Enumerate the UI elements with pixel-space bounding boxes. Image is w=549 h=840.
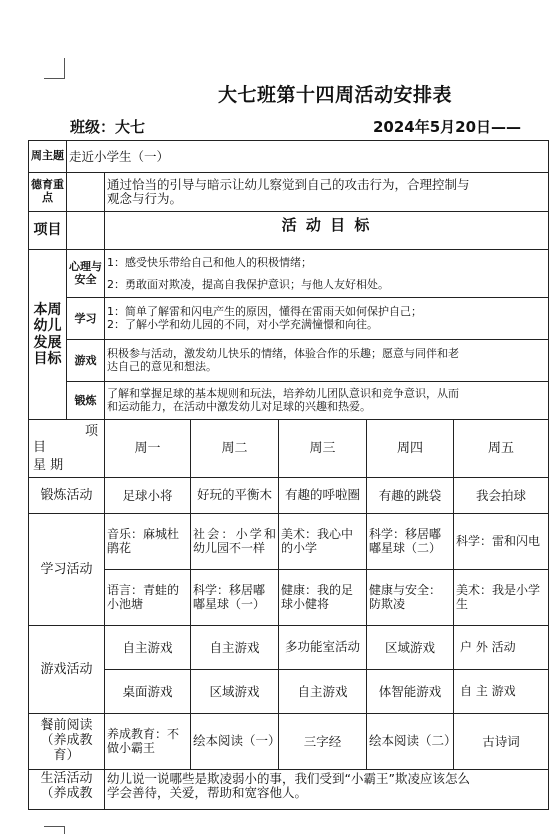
games-mon-1: 自主游戏 bbox=[105, 626, 191, 670]
goal-text-game bbox=[105, 340, 549, 382]
learning-thu-1: 科学：移居嘟嘟星球（二） bbox=[367, 514, 454, 570]
reading-mon: 养成教育：不做小霸王 bbox=[105, 714, 191, 770]
exercise-mon: 足球小将 bbox=[105, 478, 191, 514]
learning-wed-2: 健康：我的足球小健将 bbox=[279, 570, 367, 626]
reading-wed: 三字经 bbox=[279, 714, 367, 770]
schedule-sheet bbox=[28, 140, 548, 840]
crop-mark-bottom-left bbox=[44, 826, 65, 834]
exercise-tue: 好玩的平衡木 bbox=[191, 478, 279, 514]
moral-label: 德育重点 bbox=[29, 173, 67, 212]
goal-text-mental bbox=[105, 250, 549, 298]
games-thu-1: 区域游戏 bbox=[367, 626, 454, 670]
day-mon: 周一 bbox=[105, 420, 191, 478]
goal-text-exercise bbox=[105, 382, 549, 420]
learning-wed-1: 美术：我心中的小学 bbox=[279, 514, 367, 570]
document-title: 大七班第十四周活动安排表 bbox=[218, 84, 453, 106]
goal-row-mental bbox=[29, 250, 549, 298]
diag-label-item: 项 bbox=[84, 424, 98, 439]
moral-blank bbox=[67, 173, 105, 212]
reading-row bbox=[29, 714, 549, 770]
goal-area-game: 游戏 bbox=[67, 340, 105, 382]
goal-row-game bbox=[29, 340, 549, 382]
goal-mental-line-1: 1：感受快乐带给自己和他人的积极情绪； bbox=[107, 256, 312, 270]
class-label: 班级：大七 bbox=[70, 118, 146, 136]
day-wed: 周三 bbox=[279, 420, 367, 478]
day-header-row bbox=[29, 420, 549, 478]
learning-fri-2: 美术：我是小学生 bbox=[454, 570, 549, 626]
diag-label-mu: 目 bbox=[33, 440, 47, 455]
goal-study-line-2: 2：了解小学和幼儿园的不同，对小学充满憧憬和向往。 bbox=[107, 317, 378, 331]
learning-fri-1: 科学：雷和闪电 bbox=[454, 514, 549, 570]
life-row bbox=[29, 770, 549, 810]
learning-label: 学习活动 bbox=[29, 514, 105, 626]
goal-row-exercise bbox=[29, 382, 549, 420]
moral-line-1: 通过恰当的引导与暗示让幼儿察觉到自己的攻击行为，合理控制与 bbox=[107, 176, 470, 192]
games-tue-2: 区域游戏 bbox=[191, 670, 279, 714]
life-line-2: 学会善待，关爱，帮助和宽容他人。 bbox=[107, 785, 308, 801]
goal-study-line-1: 1：简单了解雷和闪电产生的原因，懂得在雷雨天如何保护自己； bbox=[107, 304, 422, 318]
games-label: 游戏活动 bbox=[29, 626, 105, 714]
schedule-table bbox=[28, 140, 549, 810]
learning-tue-1: 社会：小学和幼儿园不一样 bbox=[191, 514, 279, 570]
games-row-1 bbox=[29, 626, 549, 670]
learning-row-2 bbox=[29, 570, 549, 626]
reading-thu: 绘本阅读（二） bbox=[367, 714, 454, 770]
learning-mon-1: 音乐：麻城杜鹃花 bbox=[105, 514, 191, 570]
theme-row bbox=[29, 141, 549, 173]
life-line-1: 幼儿说一说哪些是欺凌弱小的事，我们受到“小霸王”欺凌应该怎么 bbox=[107, 771, 470, 786]
learning-row-1 bbox=[29, 514, 549, 570]
day-thu: 周四 bbox=[367, 420, 454, 478]
goal-area-exercise: 锻炼 bbox=[67, 382, 105, 420]
reading-label: 餐前阅读（养成教育） bbox=[29, 714, 105, 770]
exercise-fri: 我会拍球 bbox=[454, 478, 549, 514]
games-fri-2: 自 主 游戏 bbox=[454, 670, 549, 714]
moral-row bbox=[29, 173, 549, 212]
exercise-row bbox=[29, 478, 549, 514]
moral-text bbox=[105, 173, 549, 212]
goal-game-line-1: 积极参与活动，激发幼儿快乐的情绪，体验合作的乐趣；愿意与同伴和老 bbox=[107, 346, 459, 360]
project-blank bbox=[67, 212, 105, 250]
learning-thu-2: 健康与安全：防欺凌 bbox=[367, 570, 454, 626]
life-text bbox=[105, 770, 549, 810]
learning-tue-2: 科学：移居嘟嘟星球（一） bbox=[191, 570, 279, 626]
reading-fri: 古诗词 bbox=[454, 714, 549, 770]
theme-label: 周主题 bbox=[29, 141, 67, 173]
goals-heading: 活 动 目 标 bbox=[105, 212, 549, 250]
goal-game-line-2: 达自己的意见和想法。 bbox=[107, 359, 217, 373]
goal-exercise-line-1: 了解和掌握足球的基本规则和玩法，培养幼儿团队意识和竞争意识，从而 bbox=[107, 386, 459, 400]
goal-area-study: 学习 bbox=[67, 298, 105, 340]
learning-mon-2: 语言：青蛙的小池塘 bbox=[105, 570, 191, 626]
goal-exercise-line-2: 和运动能力，在活动中激发幼儿对足球的兴趣和热爱。 bbox=[107, 399, 371, 413]
moral-line-2: 观念与行为。 bbox=[107, 191, 183, 206]
reading-tue: 绘本阅读（一） bbox=[191, 714, 279, 770]
date-label: 2024年5月20日—— bbox=[373, 118, 522, 136]
games-mon-2: 桌面游戏 bbox=[105, 670, 191, 714]
project-label: 项目 bbox=[29, 212, 67, 250]
exercise-wed: 有趣的呼啦圈 bbox=[279, 478, 367, 514]
day-fri: 周五 bbox=[454, 420, 549, 478]
games-thu-2: 体智能游戏 bbox=[367, 670, 454, 714]
games-row-2 bbox=[29, 670, 549, 714]
theme-value: 走近小学生（一） bbox=[67, 141, 549, 173]
games-fri-1: 户 外 活动 bbox=[454, 626, 549, 670]
diagonal-header-cell bbox=[29, 420, 105, 478]
diag-label-weekday: 星 期 bbox=[33, 458, 64, 473]
goal-mental-line-2: 2：勇敢面对欺凌，提高自我保护意识；与他人友好相处。 bbox=[107, 277, 389, 291]
games-wed-1: 多功能室活动 bbox=[279, 626, 367, 670]
goal-area-mental: 心理与安全 bbox=[67, 250, 105, 298]
crop-mark-top-left bbox=[44, 58, 65, 79]
project-row bbox=[29, 212, 549, 250]
games-wed-2: 自主游戏 bbox=[279, 670, 367, 714]
day-tue: 周二 bbox=[191, 420, 279, 478]
games-tue-1: 自主游戏 bbox=[191, 626, 279, 670]
exercise-label: 锻炼活动 bbox=[29, 478, 105, 514]
goal-text-study bbox=[105, 298, 549, 340]
life-label: 生活活动（养成教 bbox=[29, 770, 105, 810]
exercise-thu: 有趣的跳袋 bbox=[367, 478, 454, 514]
goal-row-study bbox=[29, 298, 549, 340]
goals-label: 本周幼儿发展目标 bbox=[29, 250, 67, 420]
